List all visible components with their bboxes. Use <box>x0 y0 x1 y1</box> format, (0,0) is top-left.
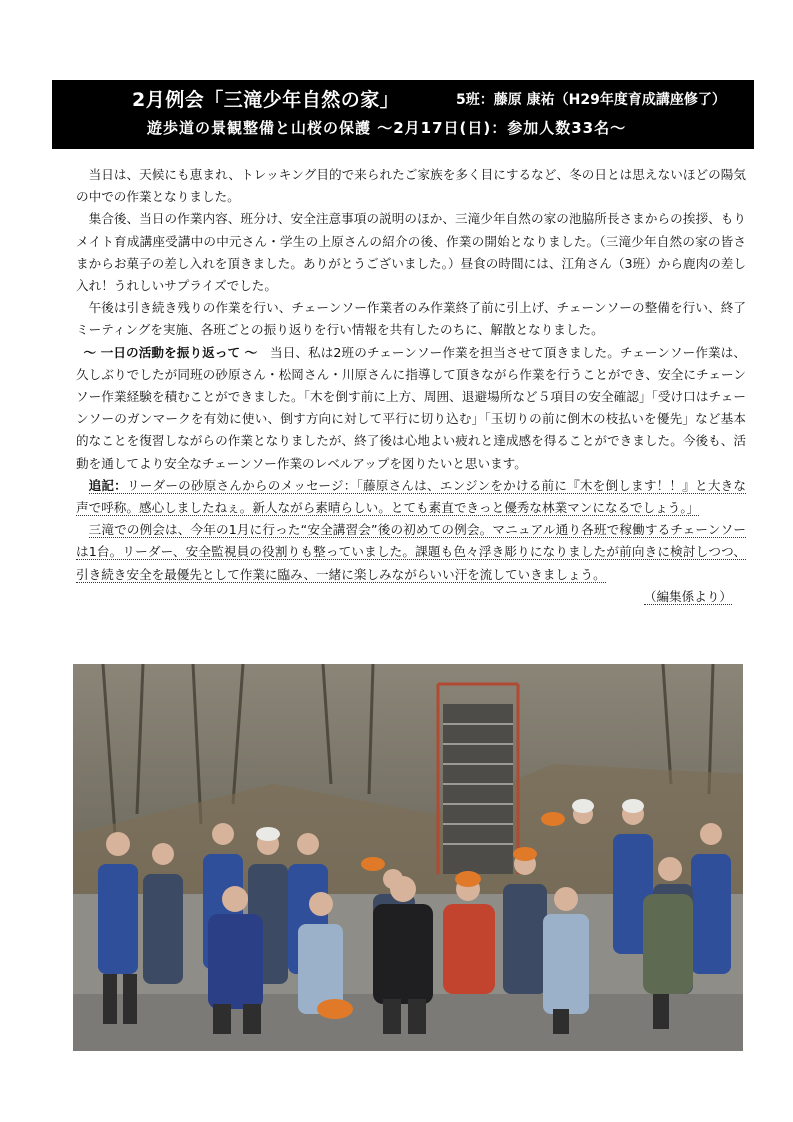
paragraph-afternoon: 午後は引き続き残りの作業を行い、チェーンソー作業者のみ作業終了前に引上げ、チェーンソーの整備を行い、終了ミーティングを実施、各班ごとの振り返りを行い情報を共有したのちに、解散となりました。 <box>76 300 746 338</box>
paragraph-weather: 当日は、天候にも恵まれ、トレッキング目的で来られたご家族を多く目にするなど、冬の日とは思えないほどの陽気の中での作業となりました。 <box>76 167 746 205</box>
reflection-lead: ～ 一日の活動を振り返って ～ <box>83 344 258 360</box>
editor-note-text: 三滝での例会は、今年の1月に行った“安全講習会”後の初めての例会。マニュアル通り各班で稼働するチェーンソーは1台。リーダー、安全監視員の役割りも整っていました。課題も色々浮き彫りになりましたが前向きに検討しつつ、引き続き安全を最優先として作業に臨み、一緒に楽しみながらいい汗を流していきましょう。 <box>76 522 746 582</box>
paragraph-meeting: 集合後、当日の作業内容、班分け、安全注意事項の説明のほか、三滝少年自然の家の池脇所長さまからの挨拶、もりメイト育成講座受講中の中元さん・学生の上原さんの紹介の後、作業の開始となりました。（三滝少年自然の家の皆さまからお菓子の差し入れを頂きました。ありがとうございました。）昼食の時間には、江角さん（3班）から鹿肉の差し入れ！うれしいサプライズでした。 <box>76 211 746 294</box>
paragraph-reflection <box>76 342 746 475</box>
article-body <box>76 164 746 608</box>
postscript-lead: 追記： <box>88 477 127 493</box>
article-subtitle: 遊歩道の景観整備と山桜の保護 ～2月17日(日)：参加人数33名～ <box>147 119 627 137</box>
reflection-text: 当日、私は2班のチェーンソー作業を担当させて頂きました。チェーンソー作業は、久しぶりでしたが同班の砂原さん・松岡さん・川原さんに指導して頂きながら作業を行うことができ、安全にチェーンソー作業経験を積むことができました。「木を倒す前に上方、周囲、退避場所など５項目の安全確認」「受け口はチェーンソーのガンマークを有効に使い、倒す方向に対して平行に切り込む」「玉切りの前に倒木の枝払いを優先」など基本的なことを復習しながらの作業となりましたが、終了後は心地よい疲れと達成感を得ることができました。今後も、活動を通してより安全なチェーンソー作業のレベルアップを図りたいと思います。 <box>76 344 746 471</box>
editor-credit: （編集係より） <box>643 588 732 604</box>
article-header <box>52 80 754 149</box>
group-photo-illustration <box>73 664 743 1051</box>
article-author: 5班：藤原 康祐（H29年度育成講座修了） <box>456 92 726 108</box>
group-photo <box>73 664 743 1051</box>
postscript-text: リーダーの砂原さんからのメッセージ：「藤原さんは、エンジンをかける前に『木を倒します！！』と大きな声で呼称。感心しましたねぇ。新人ながら素晴らしい。とても素直できっと優秀な林業マンになるでしょう。」 <box>76 477 746 516</box>
article-title: 2月例会「三滝少年自然の家」 <box>132 89 400 111</box>
paragraph-postscript <box>76 475 746 519</box>
paragraph-editor-note <box>76 519 746 586</box>
